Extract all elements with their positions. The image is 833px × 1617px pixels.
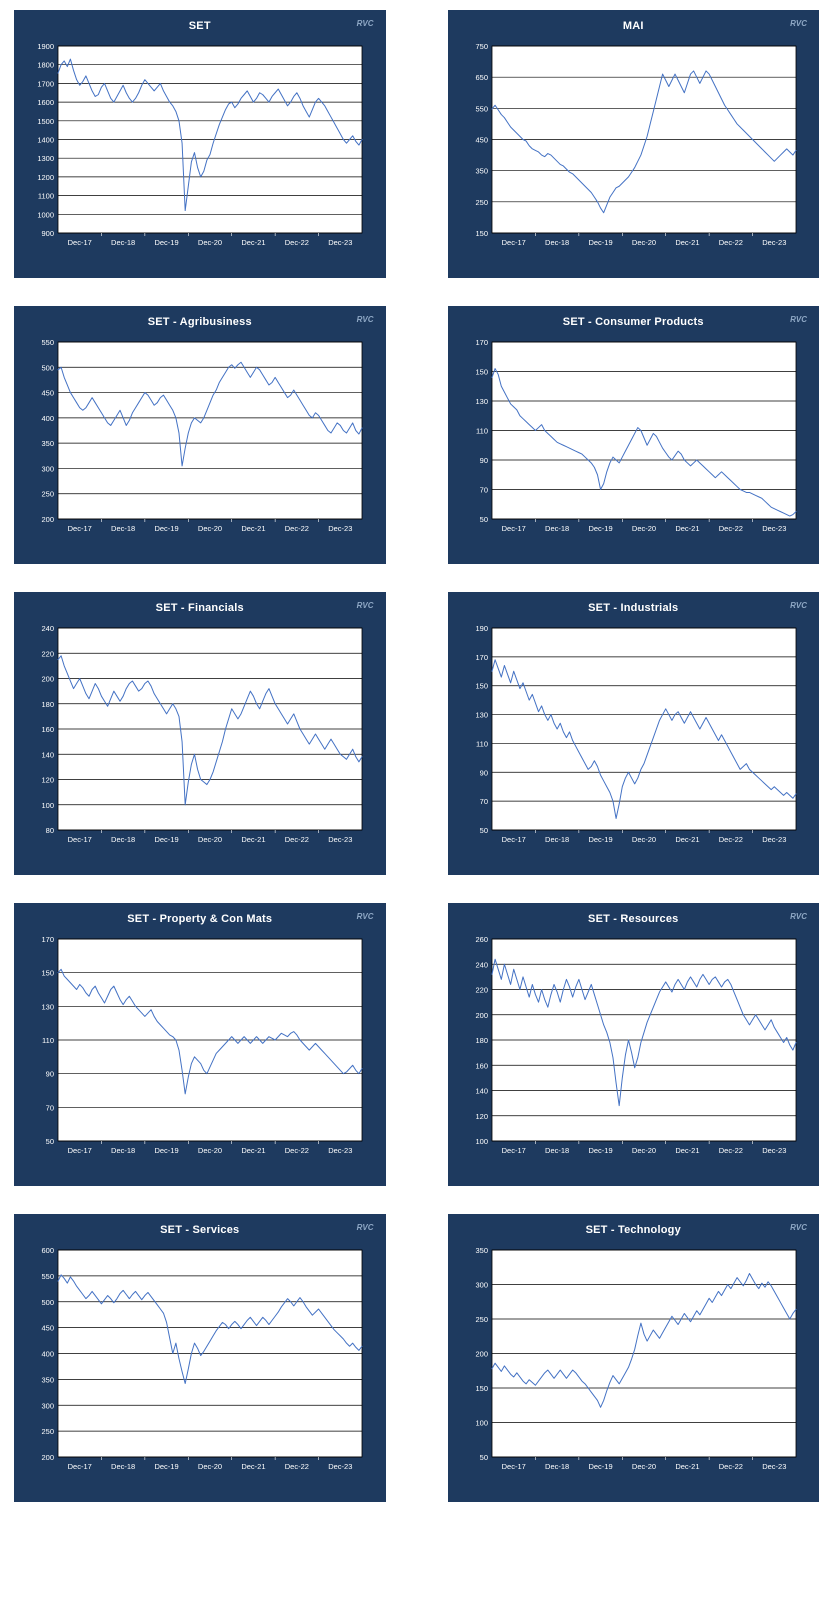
svg-text:130: 130 <box>474 710 488 720</box>
panel-footer-space <box>24 1163 376 1181</box>
chart-title: SET <box>188 20 211 32</box>
svg-text:100: 100 <box>474 1418 488 1428</box>
panel-footer-space <box>458 1479 810 1497</box>
chart-svg-mai <box>458 40 802 255</box>
panel-header <box>24 1222 376 1240</box>
svg-text:300: 300 <box>474 1280 488 1290</box>
svg-text:Dec-19: Dec-19 <box>587 1146 613 1155</box>
chart-svg-set-services <box>24 1244 368 1479</box>
svg-text:170: 170 <box>41 935 54 944</box>
svg-text:Dec-22: Dec-22 <box>718 524 743 533</box>
svg-text:350: 350 <box>41 1375 54 1385</box>
svg-text:170: 170 <box>474 652 488 662</box>
svg-text:Dec-18: Dec-18 <box>544 524 569 533</box>
chart-panel-set-property-con-mats <box>14 903 386 1186</box>
svg-text:180: 180 <box>41 699 54 709</box>
svg-text:Dec-19: Dec-19 <box>154 1146 179 1155</box>
svg-text:220: 220 <box>474 985 488 995</box>
plot-area <box>458 622 810 852</box>
chart-panel-set-consumer-products <box>448 306 820 564</box>
chart-svg-set-resources <box>458 933 802 1163</box>
panel-header <box>24 314 376 332</box>
svg-text:1600: 1600 <box>37 98 54 108</box>
svg-text:Dec-23: Dec-23 <box>328 1462 353 1471</box>
svg-text:Dec-19: Dec-19 <box>587 524 613 533</box>
svg-text:550: 550 <box>474 104 488 114</box>
svg-text:Dec-21: Dec-21 <box>674 835 700 844</box>
svg-text:Dec-20: Dec-20 <box>197 1462 223 1471</box>
panel-footer-space <box>458 852 810 870</box>
plot-area <box>458 336 810 541</box>
svg-text:190: 190 <box>474 624 488 633</box>
svg-text:150: 150 <box>474 681 488 691</box>
svg-text:Dec-23: Dec-23 <box>761 1146 786 1155</box>
chart-title: SET - Industrials <box>588 602 679 614</box>
svg-text:1800: 1800 <box>37 60 54 70</box>
svg-text:Dec-23: Dec-23 <box>328 238 353 247</box>
chart-panel-set <box>14 10 386 278</box>
svg-text:220: 220 <box>41 649 54 659</box>
panel-footer-space <box>458 1163 810 1181</box>
svg-text:110: 110 <box>475 426 488 436</box>
svg-text:110: 110 <box>42 1036 54 1045</box>
chart-panel-mai <box>448 10 820 278</box>
panel-footer-space <box>24 255 376 273</box>
svg-text:1700: 1700 <box>37 79 54 89</box>
svg-text:70: 70 <box>479 797 488 807</box>
svg-text:Dec-22: Dec-22 <box>284 1462 309 1471</box>
watermark-label: RVC <box>790 1223 807 1232</box>
svg-text:350: 350 <box>41 439 54 449</box>
svg-text:Dec-19: Dec-19 <box>154 238 179 247</box>
svg-text:450: 450 <box>41 1323 54 1333</box>
svg-text:Dec-20: Dec-20 <box>631 1462 656 1471</box>
svg-text:Dec-23: Dec-23 <box>328 1146 353 1155</box>
svg-text:1100: 1100 <box>37 191 54 201</box>
panel-header <box>458 1222 810 1240</box>
svg-text:Dec-18: Dec-18 <box>111 1462 136 1471</box>
svg-text:550: 550 <box>41 1271 54 1281</box>
svg-text:Dec-18: Dec-18 <box>544 1146 569 1155</box>
watermark-label: RVC <box>356 19 374 28</box>
svg-text:160: 160 <box>41 725 54 734</box>
chart-title: MAI <box>622 20 644 32</box>
panel-footer-space <box>24 541 376 559</box>
svg-text:110: 110 <box>475 739 488 749</box>
svg-text:350: 350 <box>474 166 488 176</box>
svg-text:Dec-23: Dec-23 <box>328 835 353 844</box>
svg-text:750: 750 <box>474 42 488 51</box>
svg-text:250: 250 <box>474 1315 488 1324</box>
svg-text:Dec-21: Dec-21 <box>241 238 266 247</box>
svg-text:Dec-18: Dec-18 <box>111 1146 136 1155</box>
watermark-label: RVC <box>356 1223 374 1232</box>
svg-text:1500: 1500 <box>37 116 54 126</box>
svg-text:200: 200 <box>41 1453 54 1462</box>
svg-text:350: 350 <box>474 1246 488 1255</box>
svg-text:250: 250 <box>474 197 488 207</box>
svg-text:Dec-18: Dec-18 <box>544 835 569 844</box>
svg-text:Dec-19: Dec-19 <box>587 1462 613 1471</box>
panel-footer-space <box>458 255 810 273</box>
svg-text:Dec-19: Dec-19 <box>587 238 613 247</box>
watermark-label: RVC <box>790 315 807 324</box>
svg-text:Dec-18: Dec-18 <box>111 524 136 533</box>
svg-text:Dec-17: Dec-17 <box>67 835 92 844</box>
svg-text:1900: 1900 <box>37 42 54 51</box>
chart-title: SET - Technology <box>585 1224 681 1236</box>
watermark-label: RVC <box>356 315 374 324</box>
svg-text:Dec-17: Dec-17 <box>501 835 526 844</box>
svg-text:600: 600 <box>41 1246 54 1255</box>
svg-text:Dec-23: Dec-23 <box>761 238 786 247</box>
svg-text:Dec-19: Dec-19 <box>154 835 179 844</box>
chart-svg-set <box>24 40 368 255</box>
svg-text:1000: 1000 <box>37 210 54 220</box>
svg-text:150: 150 <box>474 367 488 377</box>
chart-title: SET - Services <box>160 1224 240 1236</box>
chart-svg-set-agribusiness <box>24 336 368 541</box>
plot-area <box>24 336 376 541</box>
svg-text:260: 260 <box>474 935 488 944</box>
svg-text:200: 200 <box>474 1010 488 1020</box>
panel-header <box>24 600 376 618</box>
svg-text:90: 90 <box>479 456 488 465</box>
chart-panel-set-agribusiness <box>14 306 386 564</box>
svg-text:Dec-23: Dec-23 <box>761 524 786 533</box>
plot-area <box>24 933 376 1163</box>
svg-text:Dec-17: Dec-17 <box>501 1462 526 1471</box>
svg-text:Dec-20: Dec-20 <box>197 238 223 247</box>
svg-text:Dec-17: Dec-17 <box>67 524 92 533</box>
svg-text:Dec-18: Dec-18 <box>111 238 136 247</box>
svg-text:1300: 1300 <box>37 154 54 164</box>
svg-text:300: 300 <box>41 464 54 474</box>
svg-text:130: 130 <box>41 1002 54 1012</box>
svg-text:450: 450 <box>474 135 488 145</box>
svg-text:400: 400 <box>41 1349 54 1359</box>
panel-header <box>24 18 376 36</box>
svg-text:Dec-17: Dec-17 <box>67 238 92 247</box>
watermark-label: RVC <box>356 912 374 921</box>
svg-text:Dec-21: Dec-21 <box>241 524 266 533</box>
svg-text:Dec-18: Dec-18 <box>111 835 136 844</box>
svg-text:Dec-20: Dec-20 <box>197 1146 223 1155</box>
svg-text:1400: 1400 <box>37 135 54 145</box>
svg-text:Dec-22: Dec-22 <box>284 1146 309 1155</box>
svg-text:Dec-21: Dec-21 <box>241 835 266 844</box>
svg-text:250: 250 <box>41 489 54 499</box>
svg-text:Dec-18: Dec-18 <box>544 1462 569 1471</box>
svg-text:450: 450 <box>41 388 54 398</box>
svg-text:250: 250 <box>41 1427 54 1437</box>
svg-text:200: 200 <box>41 515 54 524</box>
chart-panel-set-financials <box>14 592 386 875</box>
svg-text:120: 120 <box>41 775 54 785</box>
svg-text:Dec-22: Dec-22 <box>718 1462 743 1471</box>
svg-text:Dec-21: Dec-21 <box>674 1462 700 1471</box>
plot-area <box>24 1244 376 1479</box>
svg-text:Dec-22: Dec-22 <box>718 835 743 844</box>
svg-text:Dec-20: Dec-20 <box>631 524 656 533</box>
plot-area <box>458 933 810 1163</box>
panel-header <box>458 600 810 618</box>
svg-text:120: 120 <box>474 1111 488 1121</box>
svg-text:240: 240 <box>41 624 54 633</box>
svg-text:Dec-20: Dec-20 <box>197 524 223 533</box>
svg-text:100: 100 <box>41 800 54 810</box>
svg-text:900: 900 <box>41 229 54 238</box>
svg-text:Dec-17: Dec-17 <box>67 1146 92 1155</box>
plot-area <box>458 1244 810 1479</box>
svg-text:Dec-19: Dec-19 <box>154 524 179 533</box>
svg-text:150: 150 <box>474 229 488 238</box>
charts-grid <box>14 10 819 1502</box>
svg-text:70: 70 <box>479 485 488 495</box>
svg-text:Dec-20: Dec-20 <box>197 835 223 844</box>
svg-text:Dec-17: Dec-17 <box>501 238 526 247</box>
watermark-label: RVC <box>790 601 807 610</box>
svg-text:500: 500 <box>41 363 54 373</box>
svg-text:160: 160 <box>474 1061 488 1071</box>
svg-text:550: 550 <box>41 338 54 347</box>
panel-header <box>24 911 376 929</box>
svg-text:130: 130 <box>474 397 488 406</box>
svg-text:Dec-23: Dec-23 <box>328 524 353 533</box>
svg-text:Dec-22: Dec-22 <box>284 835 309 844</box>
panel-header <box>458 18 810 36</box>
svg-text:Dec-21: Dec-21 <box>674 524 700 533</box>
chart-panel-set-industrials <box>448 592 820 875</box>
plot-area <box>24 40 376 255</box>
svg-text:Dec-22: Dec-22 <box>718 1146 743 1155</box>
panel-header <box>458 314 810 332</box>
chart-svg-set-consumer-products <box>458 336 802 541</box>
chart-title: SET - Financials <box>155 602 244 614</box>
svg-text:150: 150 <box>41 968 54 978</box>
chart-panel-set-technology <box>448 1214 820 1502</box>
svg-text:50: 50 <box>479 826 488 835</box>
svg-text:170: 170 <box>474 338 488 347</box>
svg-text:200: 200 <box>41 674 54 684</box>
watermark-label: RVC <box>356 601 374 610</box>
svg-text:Dec-20: Dec-20 <box>631 1146 656 1155</box>
svg-text:200: 200 <box>474 1349 488 1359</box>
svg-text:1200: 1200 <box>37 172 54 182</box>
watermark-label: RVC <box>790 19 807 28</box>
svg-text:Dec-22: Dec-22 <box>284 524 309 533</box>
svg-text:400: 400 <box>41 413 54 423</box>
svg-text:Dec-20: Dec-20 <box>631 835 656 844</box>
svg-text:Dec-18: Dec-18 <box>544 238 569 247</box>
panel-header <box>458 911 810 929</box>
chart-svg-set-technology <box>458 1244 802 1479</box>
chart-title: SET - Agribusiness <box>147 316 252 328</box>
chart-svg-set-property-con-mats <box>24 933 368 1163</box>
svg-text:Dec-17: Dec-17 <box>67 1462 92 1471</box>
panel-footer-space <box>24 1479 376 1497</box>
panel-footer-space <box>24 852 376 870</box>
chart-panel-set-resources <box>448 903 820 1186</box>
svg-text:Dec-22: Dec-22 <box>284 238 309 247</box>
svg-text:Dec-21: Dec-21 <box>241 1146 266 1155</box>
watermark-label: RVC <box>790 912 807 921</box>
svg-text:Dec-17: Dec-17 <box>501 1146 526 1155</box>
svg-text:300: 300 <box>41 1401 54 1411</box>
chart-svg-set-industrials <box>458 622 802 852</box>
svg-text:Dec-20: Dec-20 <box>631 238 656 247</box>
svg-text:80: 80 <box>45 826 54 835</box>
svg-text:70: 70 <box>45 1103 54 1113</box>
svg-text:240: 240 <box>474 960 488 970</box>
svg-text:Dec-22: Dec-22 <box>718 238 743 247</box>
chart-title: SET - Property & Con Mats <box>127 913 273 925</box>
chart-title: SET - Resources <box>588 913 679 925</box>
svg-text:150: 150 <box>474 1384 488 1393</box>
svg-text:Dec-21: Dec-21 <box>674 238 700 247</box>
svg-text:Dec-17: Dec-17 <box>501 524 526 533</box>
plot-area <box>458 40 810 255</box>
svg-text:50: 50 <box>479 1453 488 1462</box>
plot-area <box>24 622 376 852</box>
svg-text:Dec-19: Dec-19 <box>154 1462 179 1471</box>
svg-text:Dec-23: Dec-23 <box>761 835 786 844</box>
chart-title: SET - Consumer Products <box>562 316 704 328</box>
panel-footer-space <box>458 541 810 559</box>
chart-svg-set-financials <box>24 622 368 852</box>
svg-text:140: 140 <box>474 1086 488 1096</box>
svg-text:Dec-23: Dec-23 <box>761 1462 786 1471</box>
svg-text:Dec-21: Dec-21 <box>674 1146 700 1155</box>
svg-text:90: 90 <box>45 1069 54 1079</box>
svg-text:650: 650 <box>474 73 488 83</box>
svg-text:100: 100 <box>474 1137 488 1146</box>
svg-text:90: 90 <box>479 768 488 778</box>
chart-panel-set-services <box>14 1214 386 1502</box>
svg-text:Dec-21: Dec-21 <box>241 1462 266 1471</box>
svg-text:500: 500 <box>41 1297 54 1307</box>
svg-text:50: 50 <box>45 1137 54 1146</box>
svg-text:50: 50 <box>479 515 488 524</box>
svg-text:180: 180 <box>474 1036 488 1045</box>
svg-text:140: 140 <box>41 750 54 760</box>
svg-text:Dec-19: Dec-19 <box>587 835 613 844</box>
